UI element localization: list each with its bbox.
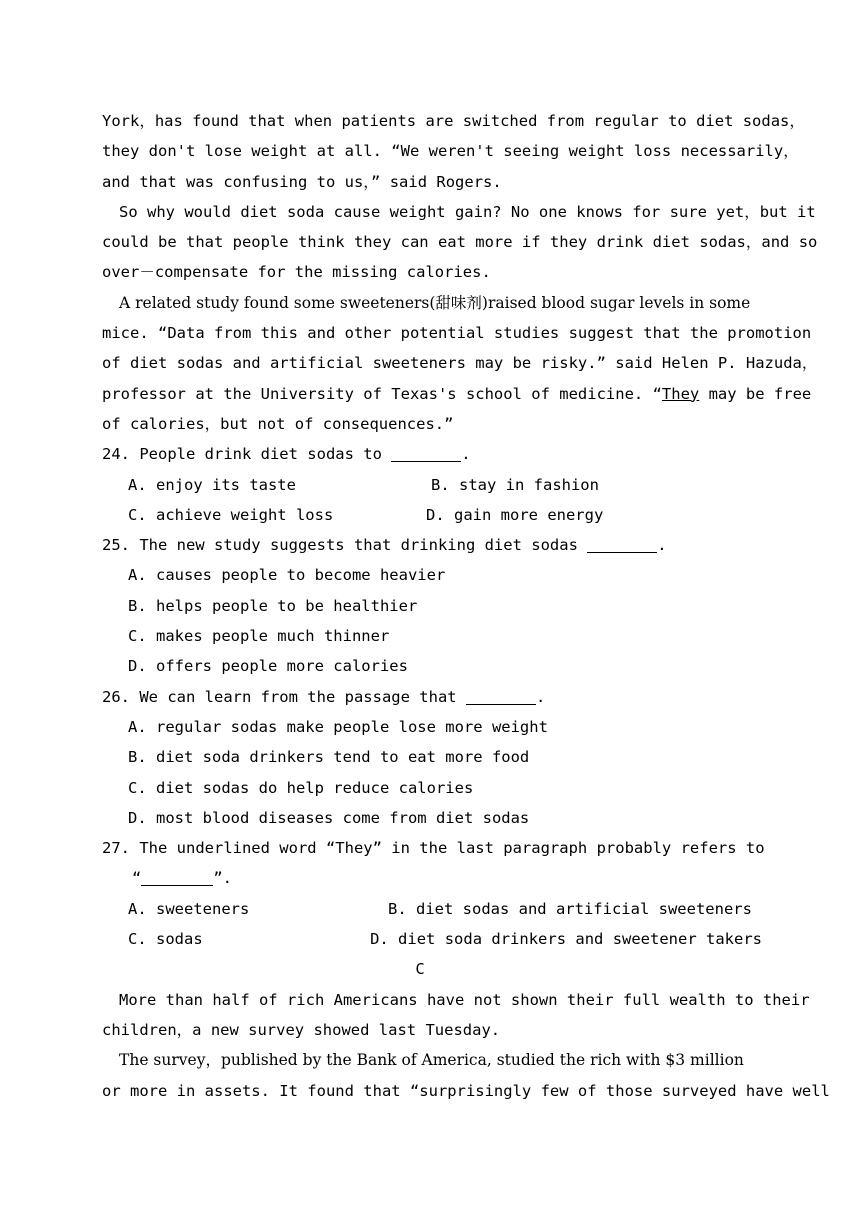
option-row [102, 470, 762, 500]
passage-line: they don't lose weight at all. “We weren't seeing weight loss necessarily， [102, 142, 799, 161]
passage-line: mice. “Data from this and other potential studies suggest that the promotion [102, 324, 812, 343]
question-text-end: . [461, 445, 471, 464]
option[interactable]: A. sweeteners [128, 899, 250, 918]
answer-blank[interactable] [587, 536, 657, 553]
underlined-word: They [661, 384, 700, 403]
option[interactable]: D. most blood diseases come from diet sodas [128, 808, 530, 827]
passage-text: professor at the University of Texas's school of medicine. “ [102, 384, 662, 403]
passage-line: children，a new survey showed last Tuesday. [102, 1020, 501, 1039]
question-text-end: . [657, 536, 667, 555]
option[interactable]: B. diet soda drinkers tend to eat more food [128, 748, 530, 767]
option[interactable]: D. diet soda drinkers and sweetener takers [370, 930, 762, 949]
open-quote: “ [132, 869, 142, 888]
question-text: 24. People drink diet sodas to [102, 445, 392, 464]
passage-line [102, 379, 812, 409]
passage-text: may be free [699, 384, 812, 403]
passage-line: of calories，but not of consequences.” [102, 414, 454, 433]
question-text: 25. The new study suggests that drinking diet sodas [102, 536, 588, 555]
answer-blank[interactable] [141, 869, 213, 886]
passage-line: More than half of rich Americans have not shown their full wealth to their [119, 990, 810, 1009]
option[interactable]: B. helps people to be healthier [128, 596, 418, 615]
answer-blank[interactable] [391, 445, 461, 462]
option[interactable]: C. sodas [128, 930, 203, 949]
option-row [102, 894, 762, 924]
passage-line: The survey，published by the Bank of America, studied the rich with $3 million [119, 1051, 744, 1070]
option[interactable]: B. diet sodas and artificial sweeteners [388, 899, 752, 918]
question-text: 26. We can learn from the passage that [102, 687, 466, 706]
answer-blank[interactable] [466, 688, 536, 705]
option[interactable]: B. stay in fashion [431, 475, 599, 494]
option[interactable]: A. enjoy its taste [128, 475, 296, 494]
option[interactable]: A. regular sodas make people lose more weight [128, 717, 548, 736]
document-page [102, 106, 830, 1106]
passage-line: could be that people think they can eat more if they drink diet sodas，and so [102, 233, 818, 252]
question-stem [102, 439, 762, 469]
option[interactable]: A. causes people to become heavier [128, 566, 446, 585]
passage-line: over－compensate for the missing calories. [102, 263, 491, 282]
question-stem [102, 682, 762, 712]
question-stem-continued [102, 863, 762, 893]
question-stem [102, 530, 762, 560]
question-text-end: . [535, 687, 546, 706]
passage-line: A related study found some sweeteners(甜味剂)raised blood sugar levels in some [119, 293, 751, 312]
question-stem: 27. The underlined word “They” in the last paragraph probably refers to [102, 839, 765, 858]
option-row [102, 500, 762, 530]
passage-line: or more in assets. It found that “surprisingly few of those surveyed have well [102, 1081, 830, 1100]
passage-line: So why would diet soda cause weight gain? No one knows for sure yet，but it [119, 202, 816, 221]
passage-line: of diet sodas and artificial sweeteners may be risky.” said Helen P. Hazuda， [102, 354, 818, 373]
option[interactable]: C. diet sodas do help reduce calories [128, 778, 474, 797]
passage-line: and that was confusing to us，” said Rogers. [102, 172, 502, 191]
option[interactable]: D. gain more energy [426, 505, 604, 524]
close-quote: ”. [213, 869, 233, 888]
passage-line: York，has found that when patients are switched from regular to diet sodas， [102, 112, 805, 130]
option[interactable]: C. achieve weight loss [128, 505, 334, 524]
section-heading: C [415, 960, 425, 979]
option-row [102, 924, 762, 954]
option[interactable]: C. makes people much thinner [128, 627, 390, 646]
option[interactable]: D. offers people more calories [128, 657, 408, 676]
